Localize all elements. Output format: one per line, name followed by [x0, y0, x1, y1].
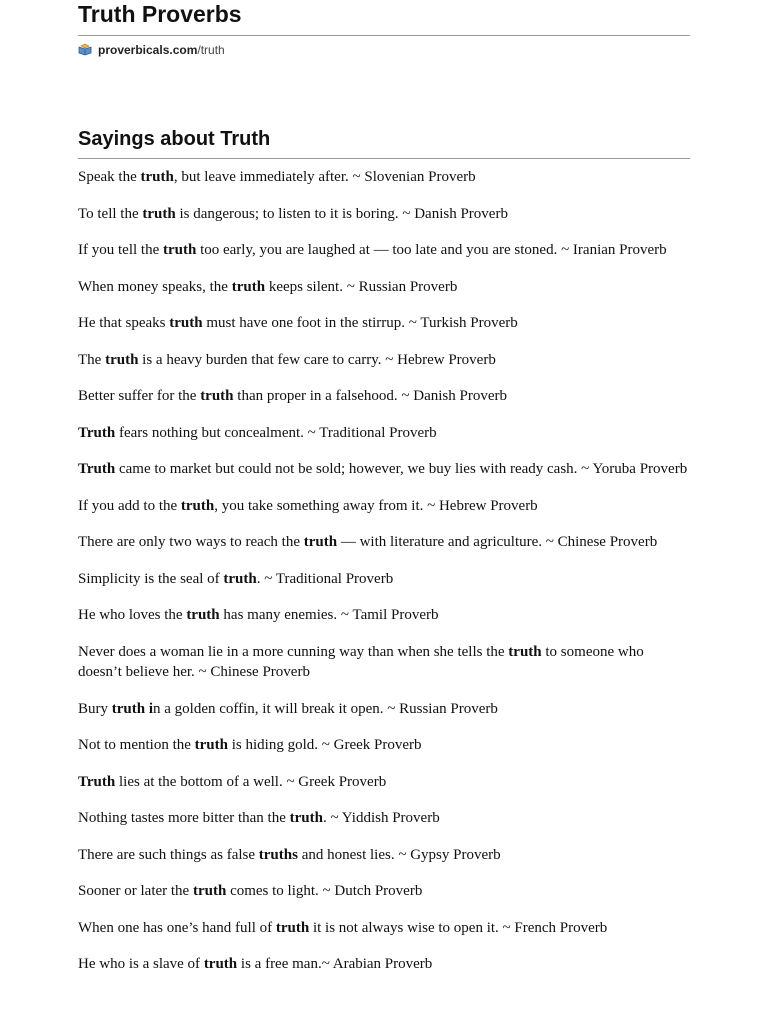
- proverb-item: [78, 313, 690, 334]
- proverb-keyword: Truth: [78, 773, 116, 790]
- proverb-text: , you take something away from it. ~ Hebrew Proverb: [214, 497, 538, 514]
- proverb-text: has many enemies. ~ Tamil Proverb: [219, 607, 439, 623]
- proverb-item: [78, 532, 690, 553]
- proverb-text: He who is a slave of: [78, 956, 204, 972]
- proverb-item: [78, 605, 690, 626]
- proverb-text: n a golden coffin, it will break it open. ~ Russian Proverb: [153, 700, 498, 717]
- proverb-keyword: truth: [203, 956, 238, 972]
- proverb-item: [78, 699, 690, 720]
- proverb-keyword: truth: [275, 919, 310, 936]
- proverb-item: [78, 954, 690, 975]
- proverb-keyword: truth: [162, 242, 197, 258]
- proverb-list: [78, 167, 690, 991]
- proverb-keyword: truth: [231, 278, 266, 295]
- proverb-text: Sooner or later the: [78, 883, 193, 899]
- proverb-text: When one has one’s hand full of: [78, 919, 276, 936]
- proverb-text: Better suffer for the: [78, 388, 201, 404]
- proverb-item: [78, 423, 690, 444]
- proverb-keyword: truth: [142, 205, 176, 222]
- proverb-keyword: truth: [289, 810, 323, 826]
- proverb-text: Not to mention the: [78, 737, 195, 753]
- proverb-text: fears nothing but concealment. ~ Traditional Proverb: [115, 424, 437, 441]
- proverb-text: than proper in a falsehood. ~ Danish Proverb: [233, 388, 507, 404]
- proverb-text: . ~ Yiddish Proverb: [322, 810, 440, 826]
- proverb-keyword: truth: [186, 607, 220, 623]
- section-heading: Sayings about Truth: [78, 128, 271, 150]
- source-domain: proverbicals.com: [98, 43, 198, 57]
- proverb-item: [78, 569, 690, 590]
- proverb-text: lies at the bottom of a well. ~ Greek Proverb: [115, 773, 387, 790]
- proverb-text: is dangerous; to listen to it is boring. ~ Danish Proverb: [175, 205, 508, 222]
- proverb-text: , but leave immediately after. ~ Slovenian Proverb: [173, 169, 476, 185]
- proverb-item: [78, 204, 690, 225]
- proverb-text: He who loves the: [78, 607, 187, 623]
- proverb-keyword: truth: [140, 169, 174, 185]
- proverb-text: must have one foot in the stirrup. ~ Turkish Proverb: [202, 315, 518, 331]
- proverb-text: When money speaks, the: [78, 278, 232, 295]
- proverb-item: [78, 881, 690, 902]
- proverb-keyword: truth: [194, 737, 228, 753]
- proverb-text: He that speaks: [78, 315, 170, 331]
- section-divider: [78, 158, 690, 159]
- proverb-item: [78, 808, 690, 829]
- proverb-text: To tell the: [78, 205, 143, 222]
- proverb-text: keeps silent. ~ Russian Proverb: [265, 278, 458, 295]
- proverb-keyword: truths: [258, 846, 298, 863]
- proverb-text: Bury: [78, 700, 112, 717]
- proverb-keyword: truth: [105, 351, 139, 368]
- proverb-item: [78, 845, 690, 866]
- proverb-text: comes to light. ~ Dutch Proverb: [226, 883, 423, 899]
- proverb-text: — with literature and agriculture. ~ Chinese Proverb: [337, 534, 658, 550]
- proverb-text: There are only two ways to reach the: [78, 534, 304, 550]
- proverb-item: [78, 167, 690, 188]
- proverb-item: [78, 240, 690, 261]
- proverb-text: Never does a woman lie in a more cunning way than when she tells the: [78, 643, 509, 660]
- proverb-text: is hiding gold. ~ Greek Proverb: [228, 737, 422, 753]
- proverb-item: [78, 642, 690, 683]
- proverb-item: [78, 918, 690, 939]
- title-divider: [78, 35, 690, 36]
- source-path: /truth: [197, 43, 225, 57]
- proverb-item: [78, 386, 690, 407]
- proverb-text: The: [78, 351, 106, 368]
- proverb-keyword: truth: [303, 534, 338, 550]
- book-icon: [78, 43, 92, 57]
- proverb-item: [78, 350, 690, 371]
- proverb-keyword: truth: [180, 497, 215, 514]
- proverb-text: Nothing tastes more bitter than the: [78, 810, 290, 826]
- proverb-keyword: truth i: [111, 700, 153, 717]
- proverb-text: to someone who doesn’t believe her. ~ Chinese Proverb: [78, 643, 644, 680]
- proverb-text: . ~ Traditional Proverb: [256, 570, 394, 587]
- page-title: Truth Proverbs: [78, 1, 242, 27]
- proverb-keyword: truth: [223, 570, 257, 587]
- proverb-text: and honest lies. ~ Gypsy Proverb: [297, 846, 501, 863]
- source-link[interactable]: [78, 42, 225, 58]
- proverb-keyword: truth: [508, 643, 542, 660]
- proverb-keyword: truth: [169, 315, 203, 331]
- proverb-text: There are such things as false: [78, 846, 259, 863]
- proverb-text: it is not always wise to open it. ~ French Proverb: [309, 919, 608, 936]
- proverb-keyword: truth: [200, 388, 234, 404]
- proverb-keyword: Truth: [78, 461, 116, 477]
- proverb-item: [78, 496, 690, 517]
- proverb-text: Speak the: [78, 169, 141, 185]
- proverb-text: is a heavy burden that few care to carry. ~ Hebrew Proverb: [138, 351, 496, 368]
- proverb-item: [78, 735, 690, 756]
- proverb-text: is a free man.~ Arabian Proverb: [237, 956, 433, 972]
- proverb-text: too early, you are laughed at — too late and you are stoned. ~ Iranian Proverb: [196, 242, 667, 258]
- proverb-text: Simplicity is the seal of: [78, 570, 224, 587]
- proverb-text: If you tell the: [78, 242, 163, 258]
- proverb-item: [78, 772, 690, 793]
- proverb-item: [78, 459, 690, 480]
- proverb-keyword: Truth: [78, 424, 116, 441]
- proverb-keyword: truth: [192, 883, 227, 899]
- proverb-text: If you add to the: [78, 497, 181, 514]
- proverb-text: came to market but could not be sold; however, we buy lies with ready cash. ~ Yoruba Proverb: [115, 461, 688, 477]
- proverb-item: [78, 277, 690, 298]
